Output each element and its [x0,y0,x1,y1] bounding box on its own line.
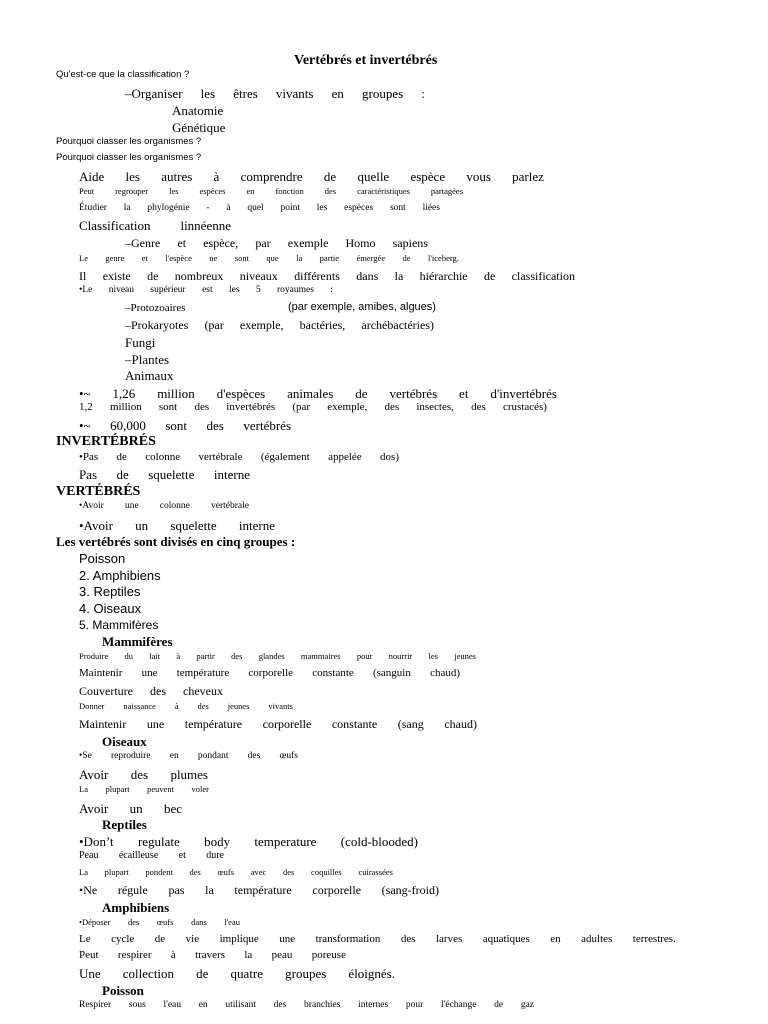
amphibiens-heading: Amphibiens [102,900,170,915]
poisson-branchies-line: Respirer sous l'eau en utilisant des branchies internes pour l'échange de gaz [79,1000,534,1010]
group-item-oiseaux: 4. Oiseaux [79,601,142,616]
mammiferes-lait-line: Produire du lait à partir des glandes mammaires pour nourrir les jeunes [79,651,476,661]
niveau-superieur-line: •Le niveau supérieur est les 5 royaumes : [79,285,333,295]
etudier-line: Étudier la phylogénie - à quel point les espèces sont liées [79,203,440,213]
reptiles-heading: Reptiles [102,817,147,832]
group-item-amphibiens: 2. Amphibiens [79,568,161,583]
mammiferes-naissance-line: Donner naissance à des jeunes vivants [79,701,293,711]
mammiferes-temperature-line: Maintenir une température corporelle constante (sanguin chaud) [79,667,460,679]
oiseaux-bec-line: Avoir un bec [79,801,182,816]
reptiles-peau-line: Peau écailleuse et dure [79,850,224,861]
amphibiens-oeufs-line: •Déposer des œufs dans l'eau [79,917,240,927]
poisson-heading: Poisson [102,983,144,998]
invertebres-heading: INVERTÉBRÉS [56,434,156,449]
reptiles-regulate-line: •Don’t regulate body temperature (cold-blooded) [79,834,418,849]
classification-heading: Classification linnéenne [79,218,231,233]
pas-colonne-line: •Pas de colonne vertébrale (également appelée dos) [79,451,399,463]
aide-line: Aide les autres à comprendre de quelle espèce vous parlez [79,169,544,184]
reptiles-sang-froid-line: •Ne régule pas la température corporelle (sang-froid) [79,883,439,897]
vertebres-count-line: •~ 60,000 sont des vertébrés [79,418,291,433]
le-genre-line: Le genre et l'espèce ne sont que la partie émergée de l'iceberg. [79,253,459,263]
il-existe-line: Il existe de nombreux niveaux différents dans la hiérarchie de classification [79,269,575,283]
kingdom-protozoaires-example: (par exemple, amibes, algues) [288,301,436,313]
question-classification: Qu'est-ce que la classification ? [56,69,190,80]
oiseaux-voler-line: La plupart peuvent voler [79,784,209,794]
amphibiens-respirer-line: Peut respirer à travers la peau poreuse [79,949,346,961]
vertebres-heading: VERTÉBRÉS [56,484,141,499]
reptiles-coquilles-line: La plupart pondent des œufs avec des coquilles cuirassées [79,867,393,877]
mammiferes-heading: Mammifères [102,634,173,649]
cinq-groupes-heading: Les vertébrés sont divisés en cinq groupes : [56,534,296,549]
mammiferes-cheveux-line: Couverture des cheveux [79,684,223,698]
mammiferes-sang-chaud-line: Maintenir une température corporelle constante (sang chaud) [79,717,477,731]
genre-espece-line: –Genre et espèce, par exemple Homo sapiens [125,236,428,250]
group-item-poisson: Poisson [79,551,126,566]
amphibiens-collection-line: Une collection de quatre groupes éloignés. [79,966,395,981]
peut-regrouper-line: Peut regrouper les espèces en fonction des caractéristiques partagées [79,186,463,196]
million-line: •~ 1,26 million d'espèces animales de vertébrés et d'invertébrés [79,386,557,401]
question-pourquoi-1: Pourquoi classer les organismes ? [56,136,202,147]
oiseaux-oeufs-line: •Se reproduire en pondant des œufs [79,751,298,761]
pas-squelette-line: Pas de squelette interne [79,467,250,482]
page-title: Vertébrés et invertébrés [294,53,438,68]
genetique-item: Génétique [172,120,226,135]
kingdom-animaux: Animaux [125,368,174,383]
oiseaux-heading: Oiseaux [102,734,147,749]
kingdom-plantes: –Plantes [125,352,170,367]
kingdom-prokaryotes: –Prokaryotes (par exemple, bactéries, archébactéries) [125,318,434,332]
million-invertebres-line: 1,2 million sont des invertébrés (par exemple, des insectes, des crustacés) [79,401,547,413]
amphibiens-cycle-line: Le cycle de vie implique une transformation des larves aquatiques en adultes terrestres. [79,933,676,945]
question-pourquoi-2: Pourquoi classer les organismes ? [56,152,202,163]
group-item-reptiles: 3. Reptiles [79,584,141,599]
kingdom-protozoaires: –Protozoaires [125,302,186,314]
anatomie-item: Anatomie [172,103,224,118]
kingdom-fungi: Fungi [125,335,156,350]
oiseaux-plumes-line: Avoir des plumes [79,767,208,782]
organiser-line: –Organiser les êtres vivants en groupes : [125,86,425,101]
avoir-colonne-line: •Avoir une colonne vertébrale [79,501,249,511]
avoir-squelette-line: •Avoir un squelette interne [79,518,275,533]
group-item-mammiferes: 5. Mammifères [79,618,159,632]
